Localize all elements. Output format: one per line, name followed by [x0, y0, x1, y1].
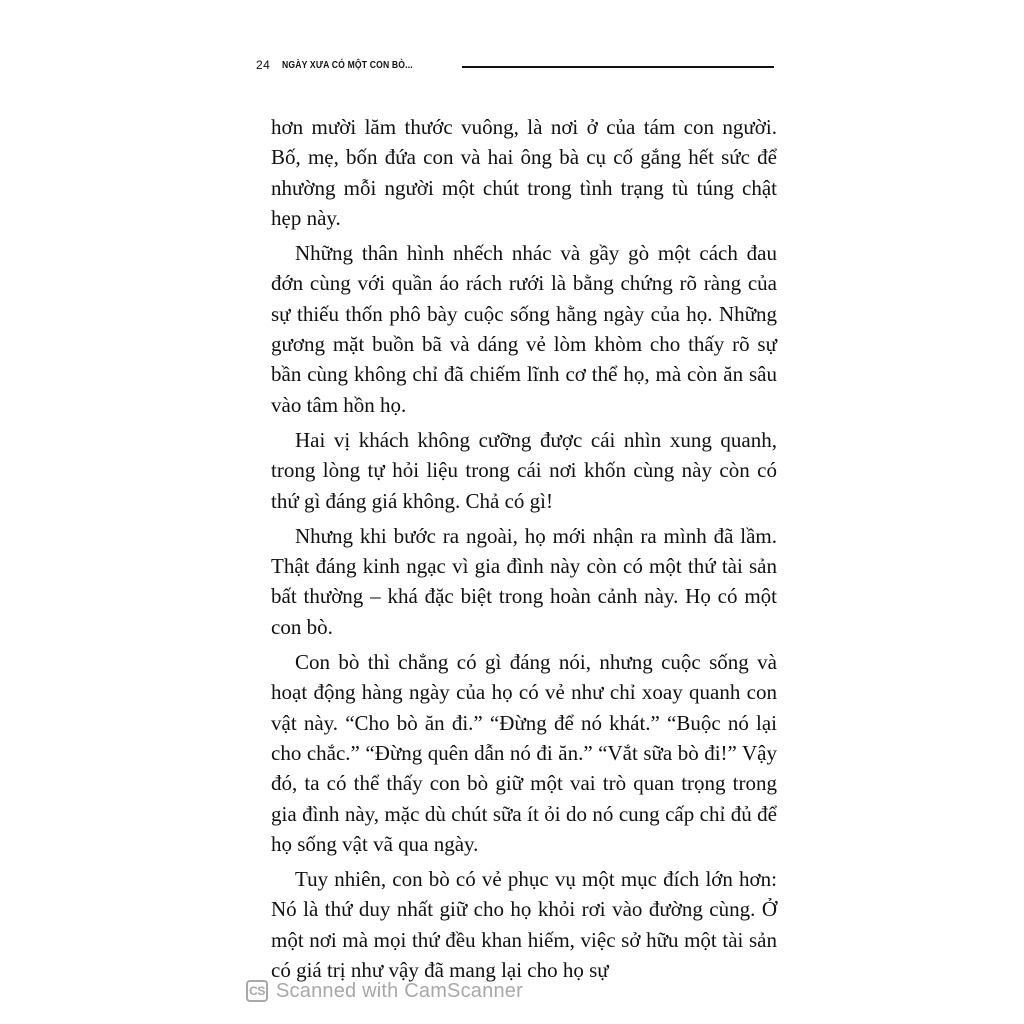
running-header [256, 52, 776, 72]
paragraph-6: Tuy nhiên, con bò có vẻ phục vụ một mục đích lớn hơn: Nó là thứ duy nhất giữ cho họ khỏi rơi vào đường cùng. Ở một nơi mà mọi thứ đều khan hiếm, việc sở hữu một tài sản có giá trị như vậy đã mang lại cho họ sự [271, 867, 777, 983]
page-number: 24 [256, 58, 271, 72]
camscanner-watermark [246, 977, 523, 1005]
paragraph-3: Hai vị khách không cưỡng được cái nhìn xung quanh, trong lòng tự hỏi liệu trong cái nơi khốn cùng này còn có thứ gì đáng giá không. Chả có gì! [271, 427, 777, 513]
running-title: NGÀY XƯA CÓ MỘT CON BÒ... [282, 59, 414, 71]
body-text [271, 112, 777, 990]
paragraph-4: Nhưng khi bước ra ngoài, họ mới nhận ra mình đã lầm. Thật đáng kinh ngạc vì gia đình này còn có một thứ tài sản bất thường – khá đặc biệt trong hoàn cảnh này. Họ có một con bò. [271, 523, 777, 639]
header-rule [462, 66, 774, 68]
watermark-text: Scanned with CamScanner [276, 979, 523, 1002]
paragraph-1: hơn mười lăm thước vuông, là nơi ở của tám con người. Bố, mẹ, bốn đứa con và hai ông bà cụ cố gắng hết sức để nhường mỗi người một chút trong tình trạng tù túng chật hẹp này. [271, 115, 777, 230]
camscanner-logo-icon: CS [246, 980, 268, 1002]
paragraph-5: Con bò thì chẳng có gì đáng nói, nhưng cuộc sống và hoạt động hàng ngày của họ có vẻ như chỉ xoay quanh con vật này. “Cho bò ăn đi.” “Đừng để nó khát.” “Buộc nó lại cho chắc.” “Đừng quên dẫn nó đi ăn.” “Vắt sữa bò đi!” Vậy đó, ta có thể thấy con bò giữ một vai trò quan trọng trong gia đình này, mặc dù chút sữa ít ỏi do nó cung cấp chỉ đủ để họ sống vật vã qua ngày. [271, 650, 777, 856]
paragraph-2: Những thân hình nhếch nhác và gầy gò một cách đau đớn cùng với quần áo rách rưới là bằng chứng rõ ràng của sự thiếu thốn phô bày cuộc sống hằng ngày của họ. Những gương mặt buồn bã và dáng vẻ lòm khòm cho thấy rõ sự bần cùng không chỉ đã chiếm lĩnh cơ thể họ, mà còn ăn sâu vào tâm hồn họ. [271, 241, 777, 417]
